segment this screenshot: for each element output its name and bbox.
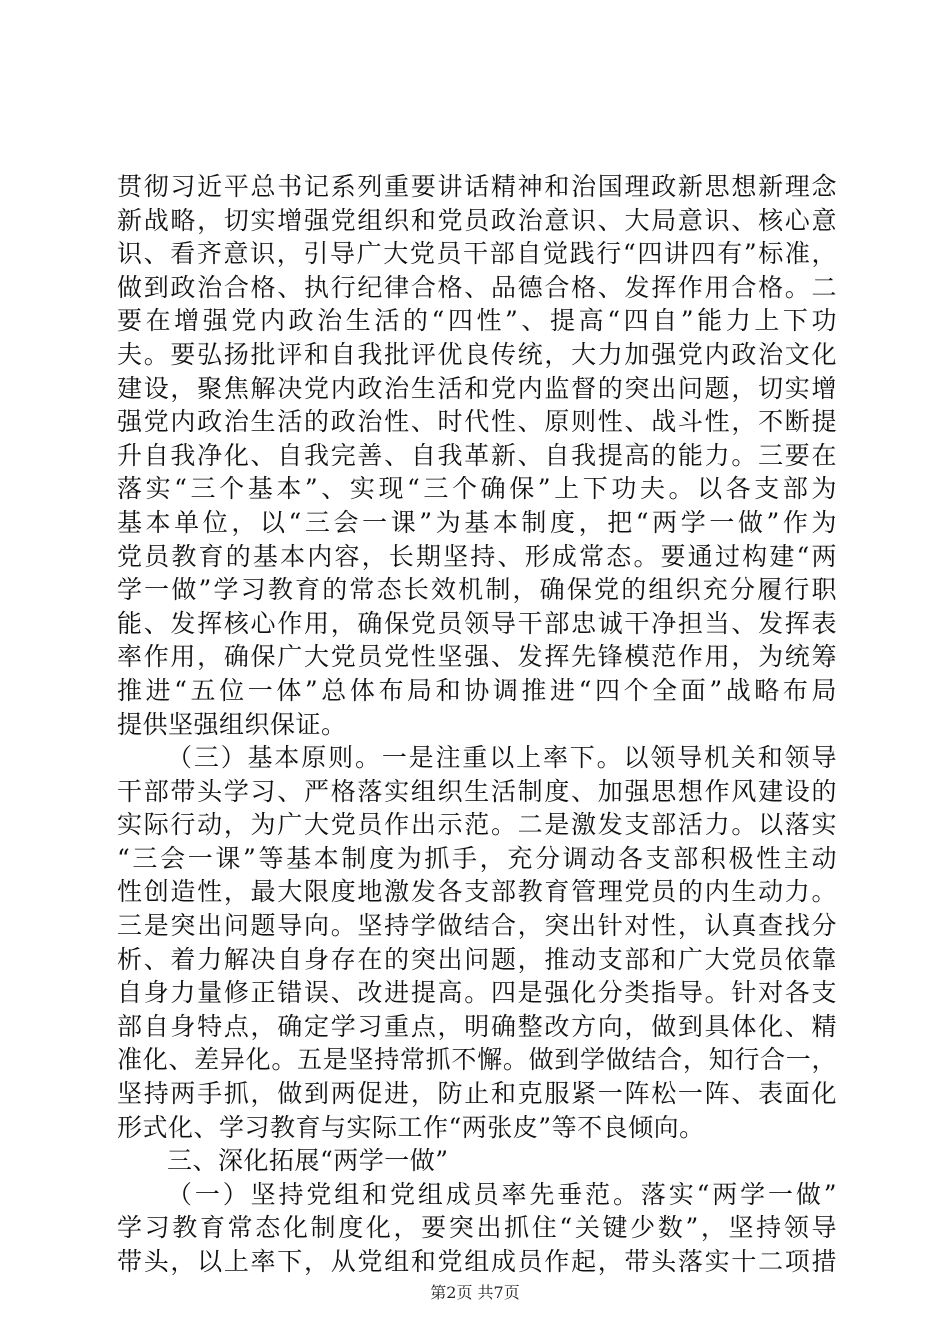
text-line: 党员教育的基本内容，长期坚持、形成常态。要通过构建“两 <box>117 541 837 571</box>
text-line: 率作用，确保广大党员党性坚强、发挥先锋模范作用，为统筹 <box>117 642 837 672</box>
text-line: 要在增强党内政治生活的“四性”、提高“四自”能力上下功 <box>117 306 837 336</box>
text-line: “三会一课”等基本制度为抓手，充分调动各支部积极性主动 <box>117 843 837 873</box>
text-line: 识、看齐意识，引导广大党员干部自觉践行“四讲四有”标准， <box>117 239 837 269</box>
text-line: 做到政治合格、执行纪律合格、品德合格、发挥作用合格。二 <box>117 272 837 302</box>
text-line: 落实“三个基本”、实现“三个确保”上下功夫。以各支部为 <box>117 474 837 504</box>
text-line: 带头，以上率下，从党组和党组成员作起，带头落实十二项措 <box>117 1247 837 1276</box>
text-line: 提供坚强组织保证。 <box>117 709 347 739</box>
text-line: 强党内政治生活的政治性、时代性、原则性、战斗性，不断提 <box>117 407 837 437</box>
text-line: 能、发挥核心作用，确保党员领导干部忠诚干净担当、发挥表 <box>117 608 837 638</box>
text-line: 形式化、学习教育与实际工作“两张皮”等不良倾向。 <box>117 1112 705 1142</box>
body-text <box>117 170 837 1279</box>
text-line: 析、着力解决自身存在的突出问题，推动支部和广大党员依靠 <box>117 944 837 974</box>
text-line: 实际行动，为广大党员作出示范。二是激发支部活力。以落实 <box>117 810 837 840</box>
paragraph-start-line: （三）基本原则。一是注重以上率下。以领导机关和领导 <box>167 743 837 773</box>
text-line: 三是突出问题导向。坚持学做结合，突出针对性，认真查找分 <box>117 911 837 941</box>
text-line: 建设，聚焦解决党内政治生活和党内监督的突出问题，切实增 <box>117 373 837 403</box>
text-line: 升自我净化、自我完善、自我革新、自我提高的能力。三要在 <box>117 440 837 470</box>
text-line: 干部带头学习、严格落实组织生活制度、加强思想作风建设的 <box>117 776 837 806</box>
text-line: 推进“五位一体”总体布局和协调推进“四个全面”战略布局 <box>117 675 837 705</box>
text-line: 学习教育常态化制度化，要突出抓住“关键少数”，坚持领导 <box>117 1213 837 1243</box>
text-line: 夫。要弘扬批评和自我批评优良传统，大力加强党内政治文化 <box>117 339 837 369</box>
text-line: 基本单位，以“三会一课”为基本制度，把“两学一做”作为 <box>117 507 837 537</box>
text-line: 准化、差异化。五是坚持常抓不懈。做到学做结合，知行合一， <box>117 1045 837 1075</box>
text-line: 部自身特点，确定学习重点，明确整改方向，做到具体化、精 <box>117 1011 837 1041</box>
text-line: 贯彻习近平总书记系列重要讲话精神和治国理政新思想新理念 <box>117 172 837 201</box>
section-heading: 三、深化拓展“两学一做” <box>167 1146 449 1176</box>
paragraph-start-line: （一）坚持党组和党组成员率先垂范。落实“两学一做” <box>167 1179 837 1209</box>
page-number-footer: 第2页 共7页 <box>430 1283 520 1302</box>
text-line: 新战略，切实增强党组织和党员政治意识、大局意识、核心意 <box>117 205 837 235</box>
text-line: 性创造性，最大限度地激发各支部教育管理党员的内生动力。 <box>117 877 837 907</box>
text-line: 坚持两手抓，做到两促进，防止和克服紧一阵松一阵、表面化 <box>117 1079 837 1109</box>
text-line: 自身力量修正错误、改进提高。四是强化分类指导。针对各支 <box>117 978 837 1008</box>
text-line: 学一做”学习教育的常态长效机制，确保党的组织充分履行职 <box>117 575 837 605</box>
